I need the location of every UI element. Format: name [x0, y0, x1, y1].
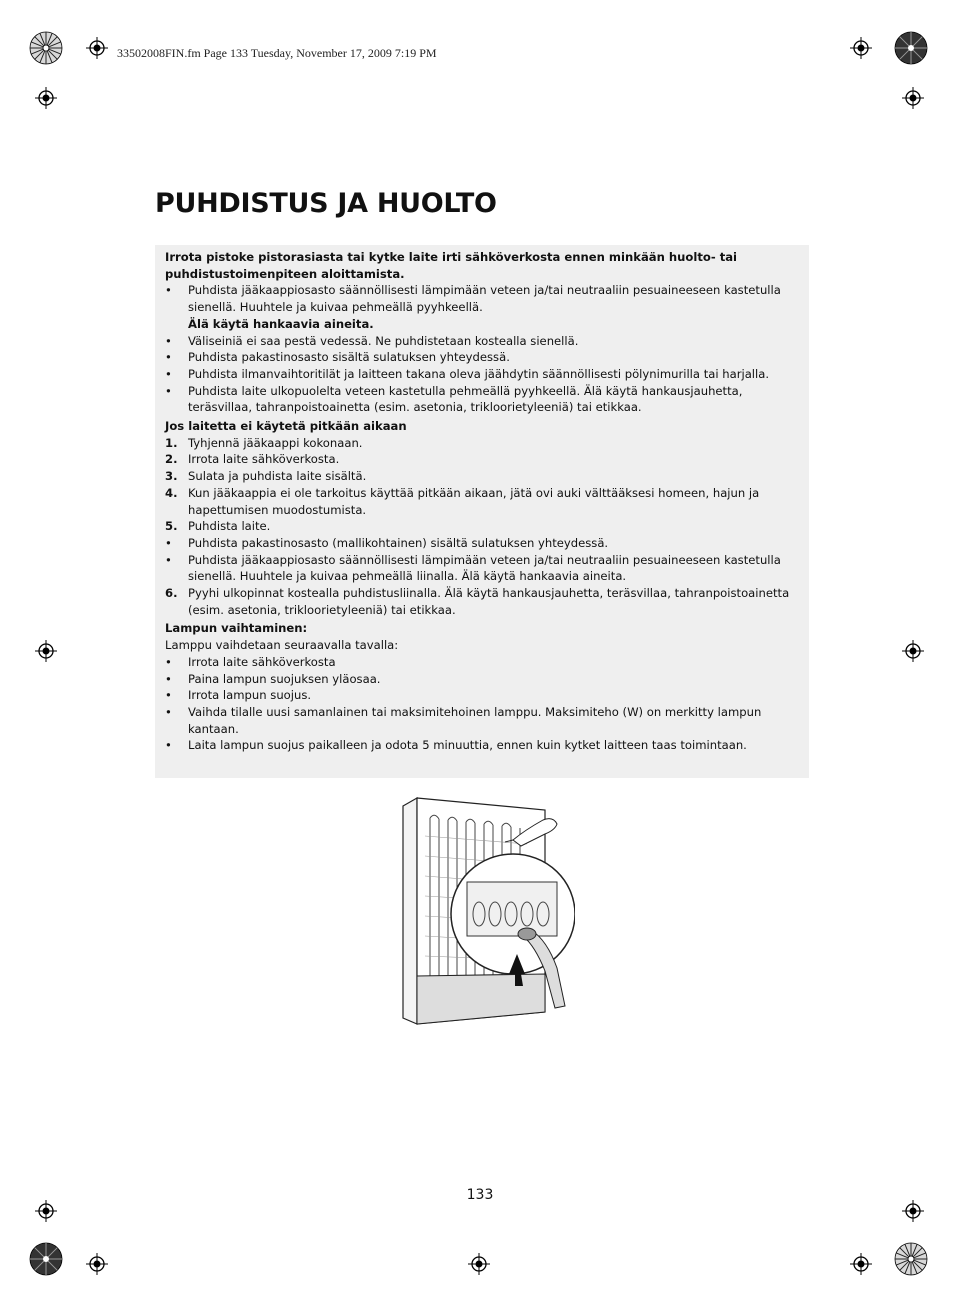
bullet-icon: • — [165, 350, 172, 365]
list-marker: 6. — [165, 586, 178, 601]
registration-mark-icon — [86, 1253, 108, 1275]
registration-mark-icon — [902, 87, 924, 109]
bullet-icon: • — [165, 333, 172, 348]
registration-mark-icon — [86, 37, 108, 59]
bullet-icon: • — [165, 383, 172, 398]
fridge-cleaning-illustration — [395, 796, 575, 1028]
registration-mark-icon — [850, 1253, 872, 1275]
registration-mark-icon — [35, 640, 57, 662]
bullet-icon: • — [165, 283, 172, 298]
list-item: • Puhdista jääkaappiosasto säännöllisesti lämpimään veteen ja/tai neutraaliin pesuaineeseen kastetulla sienellä. Huuhtele ja kuivaa pehmeällä liinalla. Älä käytä hankaavia aineita. — [165, 552, 781, 584]
list-item: • Laita lampun suojus paikalleen ja odota 5 minuuttia, ennen kuin kytket laitteen taas toimintaan. — [165, 738, 747, 753]
bullet-icon: • — [165, 738, 172, 753]
list-item: • Irrota lampun suojus. — [165, 688, 312, 703]
list-item: 1. Tyhjennä jääkaappi kokonaan. — [165, 435, 363, 450]
bullet-icon: • — [165, 654, 172, 669]
sunburst-crop-icon — [29, 1242, 63, 1276]
bullet-icon: • — [165, 688, 172, 703]
list-item: • Väliseiniä ei saa pestä vedessä. Ne puhdistetaan kostealla sienellä. — [165, 333, 579, 348]
bullet-icon: • — [165, 535, 172, 550]
section-heading-long-absence: Jos laitetta ei käytetä pitkään aikaan — [165, 419, 407, 434]
registration-mark-icon — [902, 640, 924, 662]
list-item: 5. Puhdista laite. — [165, 519, 271, 534]
page-title: PUHDISTUS JA HUOLTO — [155, 188, 497, 219]
list-item: 6. Pyyhi ulkopinnat kostealla puhdistusliinalla. Älä käytä hankausjauhetta, teräsvillaa, tahranpoistoainetta (esim. asetonia, trikloorietyleeniä) tai etikkaa. — [165, 586, 790, 617]
page-number: 133 — [466, 1187, 494, 1203]
registration-mark-icon — [468, 1253, 490, 1275]
list-item: 2. Irrota laite sähköverkosta. — [165, 452, 340, 467]
registration-mark-icon — [35, 87, 57, 109]
list-marker: 4. — [165, 485, 178, 500]
registration-mark-icon — [902, 1200, 924, 1222]
list-item: • Puhdista laite ulkopuolelta veteen kastetulla pehmeällä pyyhkeellä. Älä käytä hankausjauhetta, teräsvillaa, tahranpoistoainetta (esim. asetonia, trikloorietyleeniä) tai etikkaa. — [165, 383, 743, 415]
list-item: • Puhdista pakastinosasto sisältä sulatuksen yhteydessä. — [165, 350, 510, 365]
lamp-list — [165, 654, 799, 754]
list-item: • Puhdista jääkaappiosasto säännöllisesti lämpimään veteen ja/tai neutraaliin pesuaineeseen kastetulla sienellä. Huuhtele ja kuivaa pehmeällä pyyhkeellä. Älä käytä hankaavia aineita. — [165, 283, 781, 331]
list-marker: 1. — [165, 435, 178, 450]
list-item: • Paina lampun suojuksen yläosaa. — [165, 671, 381, 686]
sunburst-crop-icon — [29, 31, 63, 65]
emphasis-warning: Älä käytä hankaavia aineita. — [188, 316, 374, 331]
intro-warning: Irrota pistoke pistorasiasta tai kytke laite irti sähköverkosta ennen minkään huolto- tai puhdistustoimenpiteen aloittamista. — [165, 250, 738, 281]
lamp-intro: Lamppu vaihdetaan seuraavalla tavalla: — [165, 638, 399, 653]
sunburst-crop-icon — [894, 31, 928, 65]
registration-mark-icon — [850, 37, 872, 59]
bullet-icon: • — [165, 704, 172, 719]
instructions-panel — [155, 245, 809, 778]
list-item: • Puhdista pakastinosasto (mallikohtainen) sisältä sulatuksen yhteydessä. — [165, 535, 609, 550]
list-item: • Irrota laite sähköverkosta — [165, 654, 336, 669]
print-header-info: 33502008FIN.fm Page 133 Tuesday, November 17, 2009 7:19 PM — [117, 46, 437, 60]
bullet-icon: • — [165, 671, 172, 686]
list-marker: 5. — [165, 519, 178, 534]
list-marker: 3. — [165, 469, 178, 484]
bullet-icon: • — [165, 552, 172, 567]
list-item: • Puhdista ilmanvaihtoritilät ja laitteen takana oleva jäähdytin säännöllisesti pölynimurilla tai harjalla. — [165, 366, 770, 381]
registration-mark-icon — [35, 1200, 57, 1222]
cleaning-bullets — [165, 282, 799, 416]
section-heading-lamp: Lampun vaihtaminen: — [165, 621, 308, 636]
sunburst-crop-icon — [894, 1242, 928, 1276]
list-item: • Vaihda tilalle uusi samanlainen tai maksimitehoinen lamppu. Maksimiteho (W) on merkitty lampun kantaan. — [165, 704, 762, 736]
long-absence-list — [165, 435, 799, 619]
bullet-icon: • — [165, 366, 172, 381]
list-marker: 2. — [165, 452, 178, 467]
list-item: 3. Sulata ja puhdista laite sisältä. — [165, 469, 367, 484]
list-item: 4. Kun jääkaappia ei ole tarkoitus käyttää pitkään aikaan, jätä ovi auki välttääksesi homeen, hajun ja hapettumisen muodostumista. — [165, 485, 760, 517]
